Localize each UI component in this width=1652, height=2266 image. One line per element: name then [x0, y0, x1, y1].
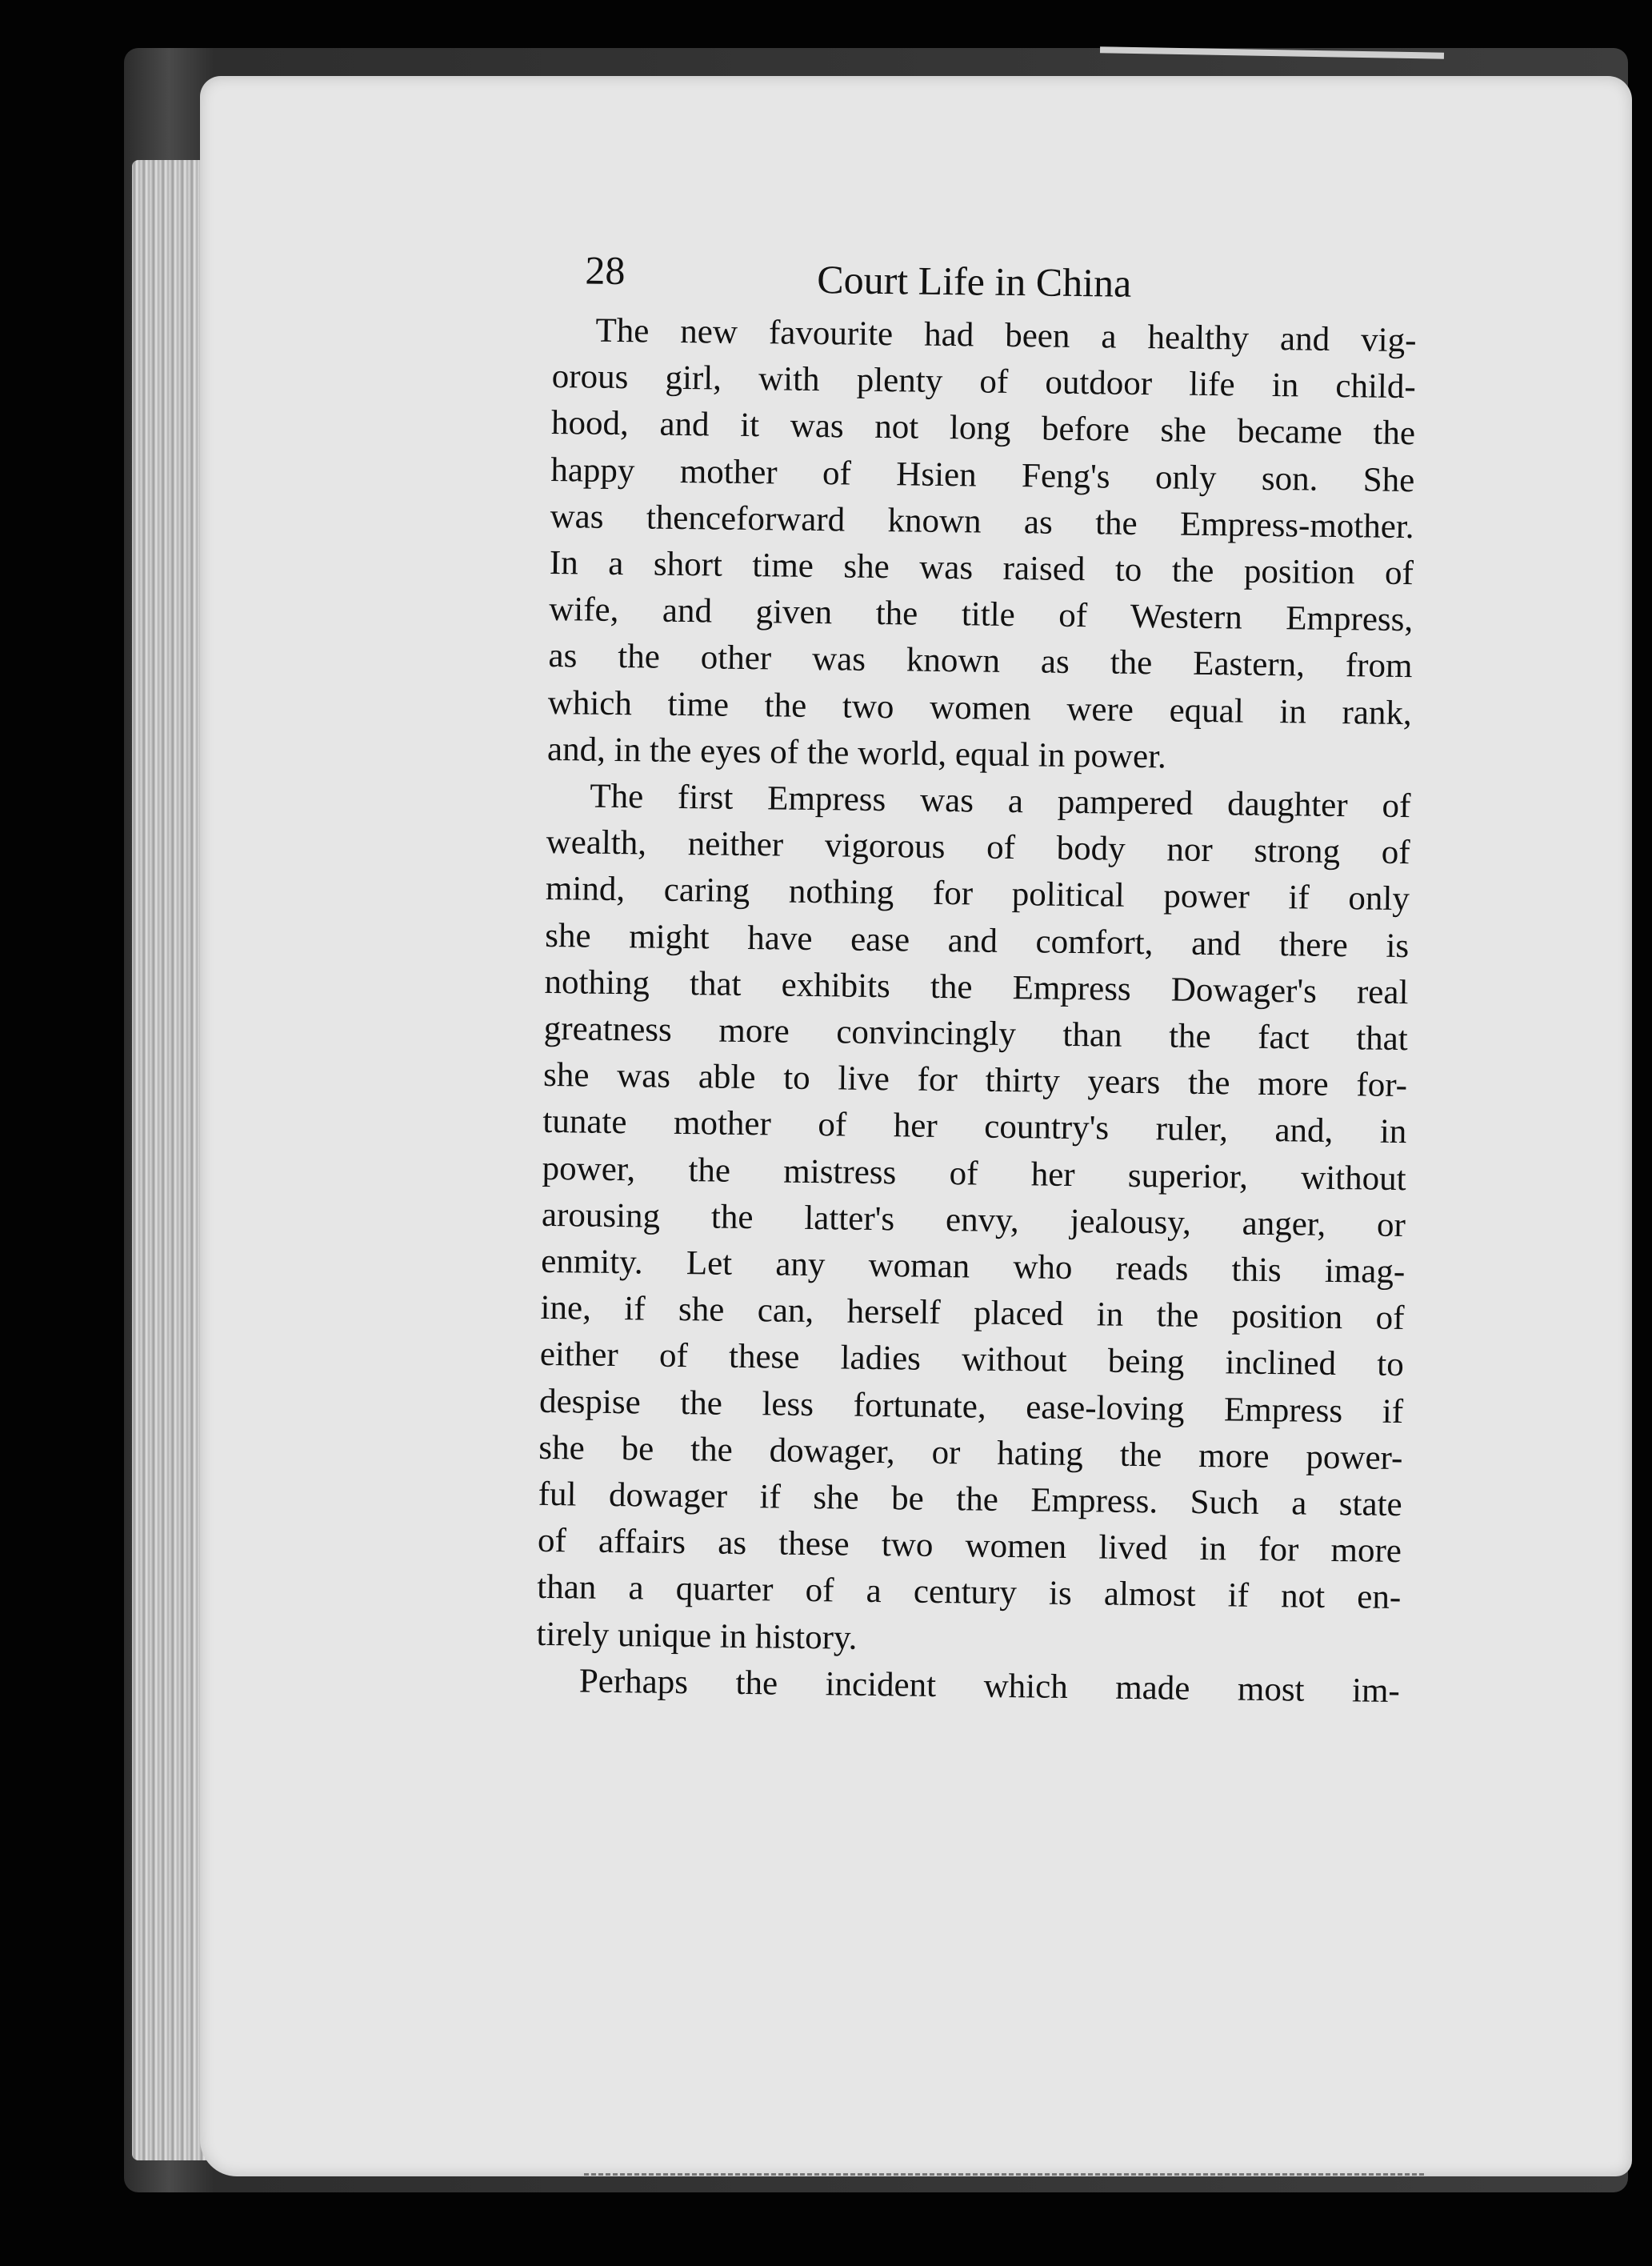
book-title: Court Life in China	[816, 257, 1132, 306]
text-line: she might have ease and comfort, and there is	[544, 916, 1410, 965]
text-line: was thenceforward known as the Empress-mother.	[550, 497, 1414, 546]
text-line: orous girl, with plenty of outdoor life in child-	[551, 358, 1416, 406]
text-line: hood, and it was not long before she became the	[550, 404, 1416, 453]
text-line: as the other was known as the Eastern, from	[548, 637, 1413, 686]
text-line: happy mother of Hsien Feng's only son. She	[550, 450, 1415, 499]
text-line: despise the less fortunate, ease-loving Empress if	[538, 1382, 1404, 1431]
text-line: tirely unique in history.	[536, 1615, 858, 1657]
text-line: arousing the latter's envy, jealousy, anger, or	[541, 1195, 1406, 1244]
page-number: 28	[585, 247, 626, 294]
text-line: nothing that exhibits the Empress Dowager's real	[544, 963, 1409, 1011]
text-line: than a quarter of a century is almost if not en-	[537, 1568, 1402, 1617]
text-line: mind, caring nothing for political power if only	[545, 870, 1410, 919]
text-line: enmity. Let any woman who reads this imag-	[540, 1242, 1406, 1291]
text-block	[536, 232, 1418, 1715]
text-line: she be the dowager, or hating the more power-	[538, 1428, 1403, 1477]
text-line: The new favourite had been a healthy and vig-	[595, 311, 1417, 360]
text-line: either of these ladies without being inclined to	[539, 1335, 1405, 1384]
text-line: she was able to live for thirty years the more for-	[542, 1056, 1408, 1105]
text-line: power, the mistress of her superior, without	[542, 1149, 1406, 1198]
text-line: tunate mother of her country's ruler, and, in	[542, 1103, 1407, 1151]
text-line: which time the two women were equal in rank,	[547, 683, 1413, 732]
text-line: The first Empress was a pampered daughter of	[590, 777, 1411, 826]
text-line: In a short time she was raised to the position of	[549, 543, 1414, 593]
text-line: of affairs as these two women lived in for more	[537, 1522, 1402, 1571]
bottom-edge-specks	[584, 2173, 1424, 2176]
text-line: wealth, neither vigorous of body nor strong of	[546, 823, 1410, 872]
text-line: and, in the eyes of the world, equal in power.	[546, 730, 1167, 776]
text-line: ine, if she can, herself placed in the position of	[540, 1289, 1405, 1338]
text-line: Perhaps the incident which made most im-	[578, 1662, 1401, 1710]
text-line: greatness more convincingly than the fact that	[543, 1009, 1409, 1059]
text-line: ful dowager if she be the Empress. Such a state	[538, 1475, 1402, 1524]
body-text	[536, 307, 1417, 1715]
text-line: wife, and given the title of Western Empress,	[548, 591, 1414, 639]
running-head	[553, 232, 1418, 314]
